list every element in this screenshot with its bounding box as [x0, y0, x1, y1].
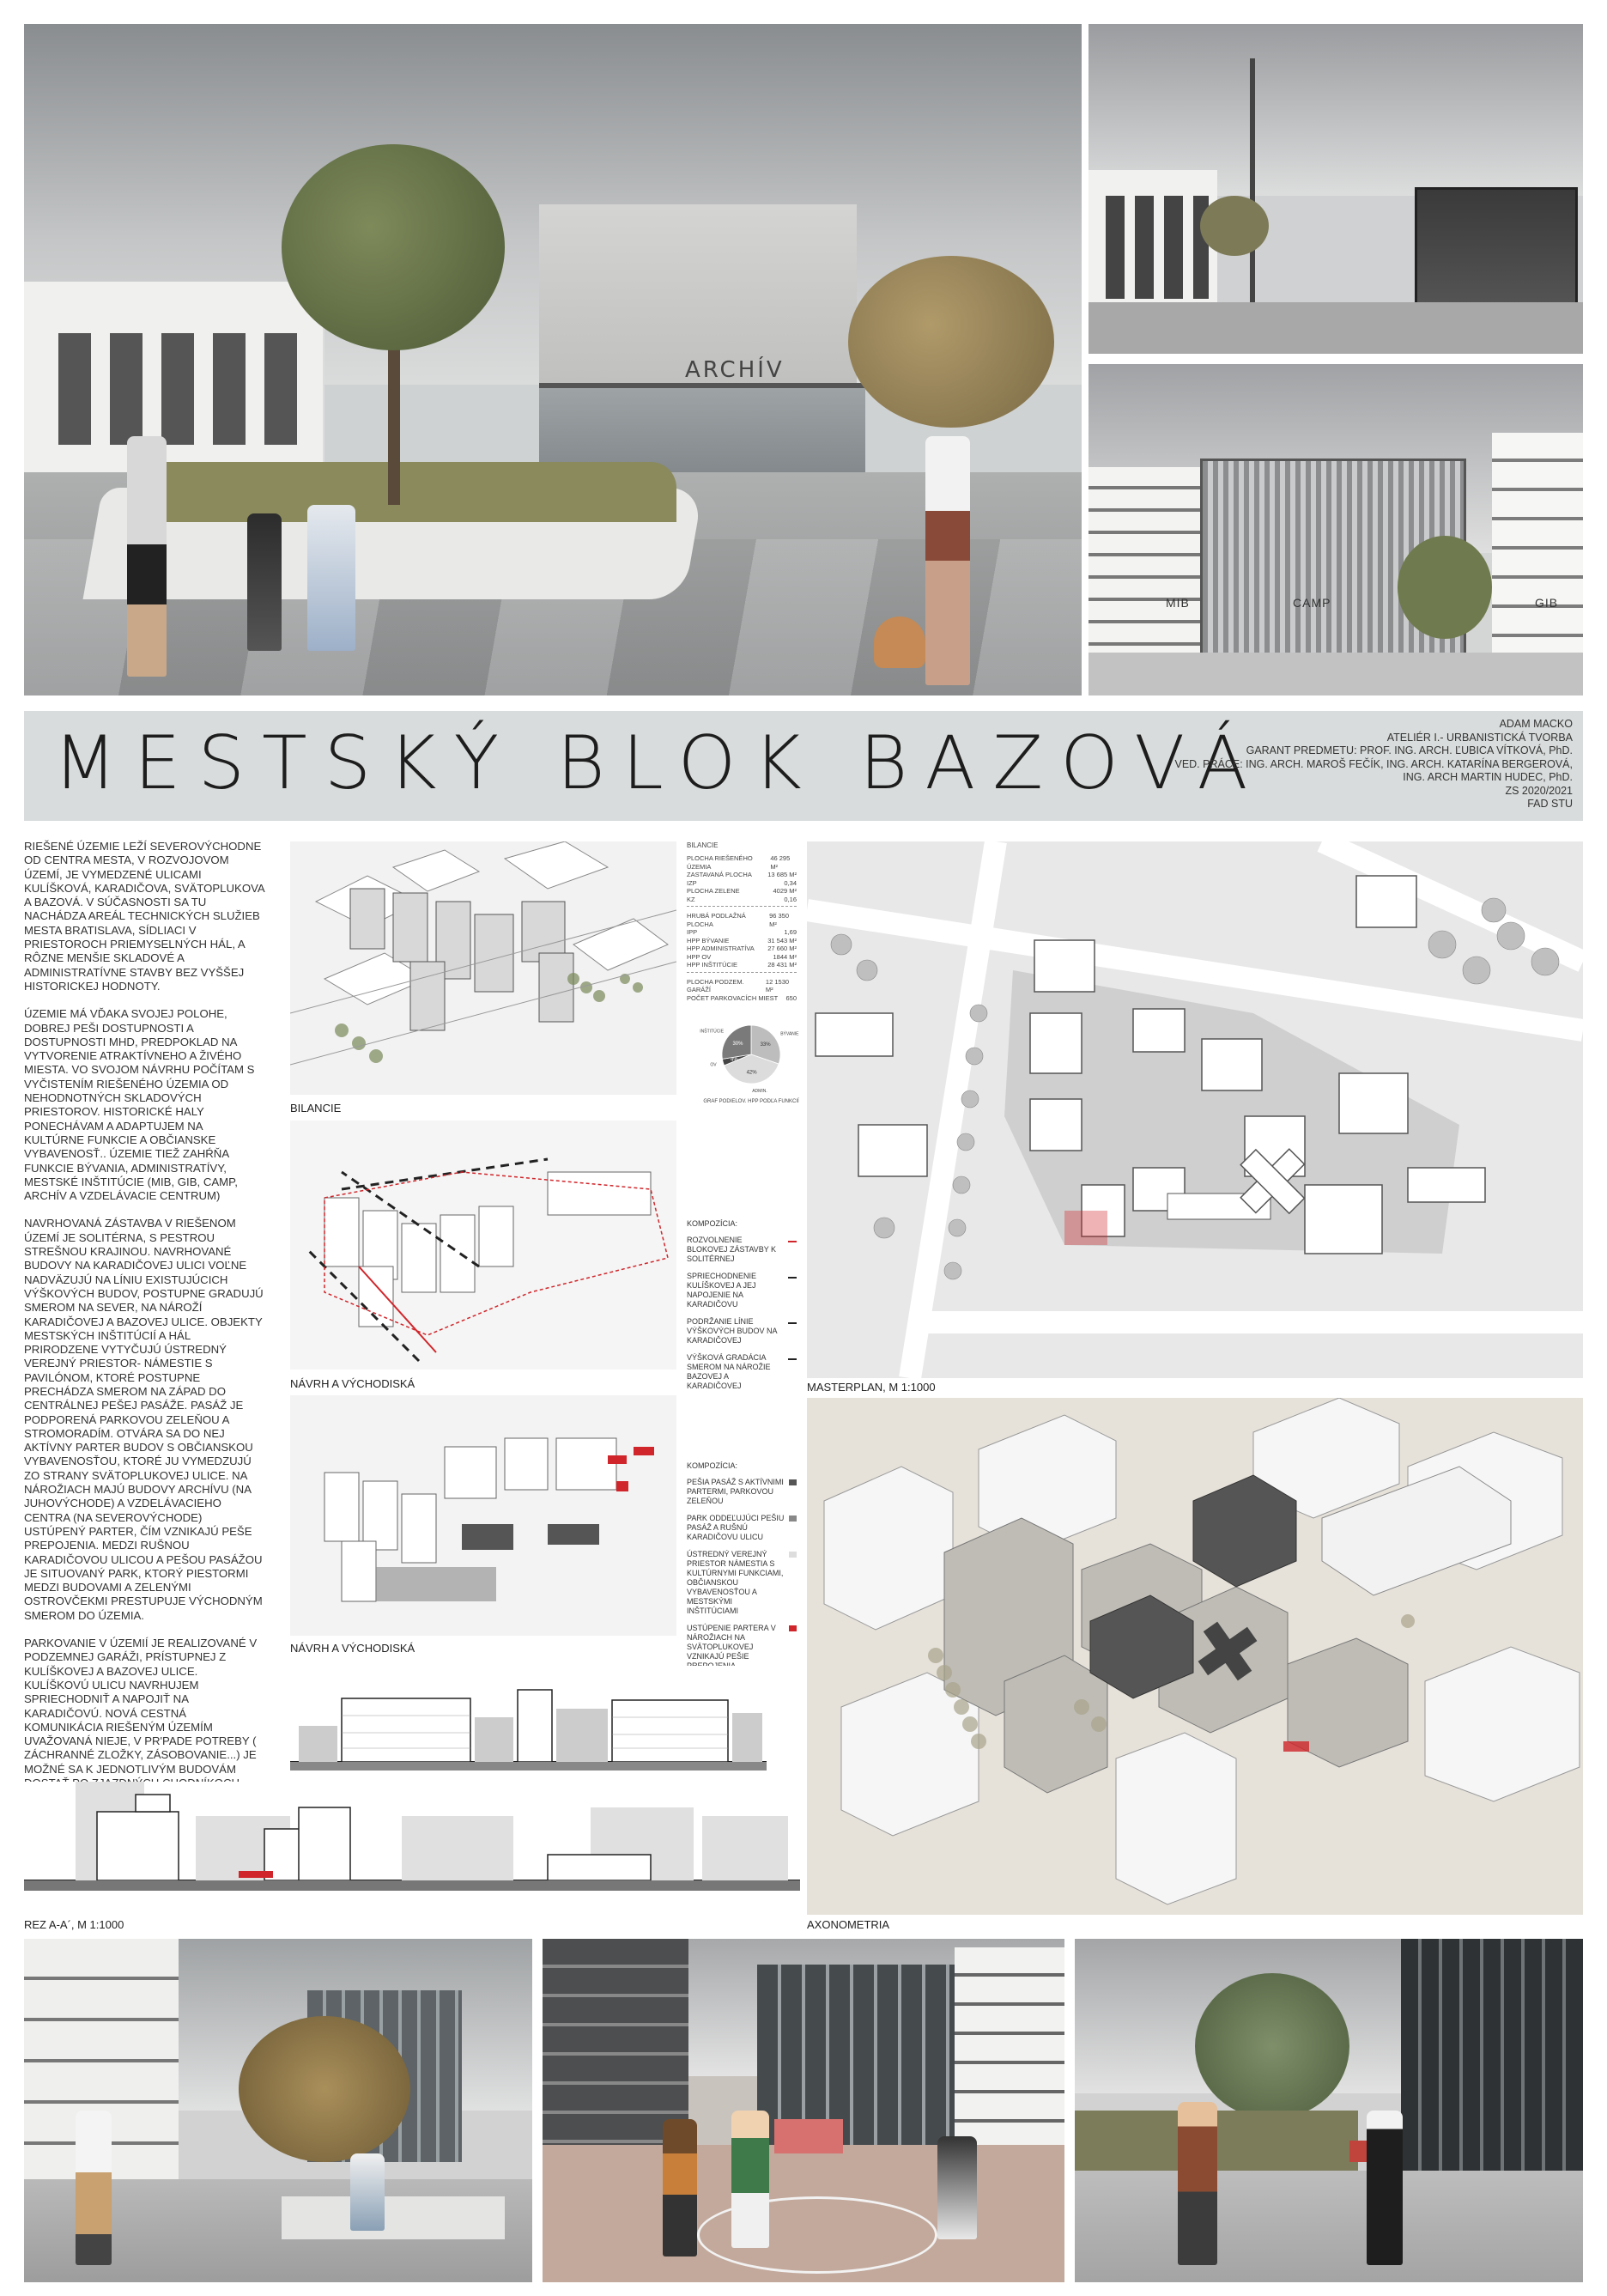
bilancie-row-value: 0,34 [784, 878, 797, 887]
axonometry-svg [807, 1398, 1583, 1915]
tree [239, 2016, 410, 2162]
bilancie-separator [687, 906, 797, 907]
red-stand [774, 2119, 843, 2153]
bilancie-row-value: 12 1530 M² [765, 977, 790, 993]
bilancie-row-label: HPP OV [687, 952, 712, 961]
navrh-1-svg [290, 1121, 676, 1370]
bilancie-row [687, 994, 797, 1003]
navrh-diagram-1 [290, 1121, 676, 1370]
bilancie-row-value: 13 685 M² [767, 871, 797, 878]
person-sitting-woman-1 [247, 513, 282, 651]
bilancie-row-value: 28 431 M² [767, 961, 797, 969]
composition-2-item-2-text: PARK ODDEĽUJÚCI PEŠIU PASÁŽ A RUŠNÚ KARADIČOVU ULICU [687, 1514, 785, 1541]
composition-2-item-3 [687, 1550, 797, 1616]
masterplan [807, 841, 1583, 1378]
pie-slice-value: 33% [760, 1042, 771, 1048]
label-axonometry: AXONOMETRIA [807, 1918, 890, 1931]
sign-camp: CAMP [1293, 596, 1331, 610]
section-aa-svg [24, 1782, 800, 1915]
bilancie-row-value: 4029 M² [773, 887, 797, 895]
label-bilancie: BILANCIE [290, 1102, 342, 1115]
pie-slice-label: INŠTITÚCIE [700, 1029, 725, 1035]
person-player-1 [663, 2119, 697, 2257]
composition-1-item-3 [687, 1317, 797, 1345]
credit-school: FAD STU [1527, 798, 1573, 810]
dark-gray-swatch [789, 1479, 797, 1485]
bench-block [282, 2196, 505, 2239]
bilancie-separator [687, 972, 797, 973]
hero-planter-grass [127, 462, 676, 522]
tree [1200, 196, 1269, 256]
dashed-arrow-swatch [788, 1322, 797, 1324]
composition-1-item-2 [687, 1272, 797, 1309]
person-man-walking [1178, 2102, 1217, 2265]
pie-chart-title: GRAF PODIELOV. HPP PODĽA FUNKCIÍ [703, 1099, 799, 1104]
composition-2-item-4-text: USTÚPENIE PARTERA V NÁROŽIACH NA SVÄTOPLUKOVEJ VZNIKAJÚ PEŠIE [687, 1624, 776, 1661]
label-section-aa: REZ A-A´, M 1:1000 [24, 1918, 124, 1931]
dog [874, 617, 925, 668]
red-swatch [789, 1625, 797, 1631]
description-paragraph-3: NAVRHOVANÁ ZÁSTAVBA V RIEŠENOM ÚZEMÍ JE SOLITÉRNA, S PESTROU STREŠNOU KRAJINOU. NAVRHOVANÉ BUDOVY NA KARADIČOVEJ ULICI VOĽNE NADVÄZUJÚ NA LÍNIU EXISTUJÚCICH VÝŠKOVÝCH BUDOV, POSTUPNE GRADUJÚ SMEROM NA SEVER, NA NÁROŽÍ KARADIČOVEJ A BAZOVEJ ULICE. OBJEKTY MESTSKÝCH INŠTITÚCIÍ A HÁL PRIRODZENE VYTYČUJÚ ÚSTREDNÝ VEREJNÝ PRIESTOR- NÁMESTIE S PAVILÓNOM, KTORÉ POSTUPNE PRECHÁDZA SMEROM NA ZÁPAD DO CENTRÁLNEJ PEŠEJ PASÁŽE. PASÁŽ JE PODPORENÁ PARKOVOU ZELEŇOU A STROMORADÍM. OTVÁRA SA DO NEJ AKTÍVNY PARTER BUDOV S OBČIANSKOU VYBAVENOSŤOU, KTORÉ JU VYMEDZUJÚ ZO STRANY SVÄTOPLUKOVEJ ULICE. NA NÁROŽIACH MAJÚ BUDOVY ARCHÍVU (NA JUHOVÝCHODE) A VZDELÁVACIEHO CENTRA (NA SEVEROVÝCHODE) USTÚPENÝ PARTER, ČÍM VZNIKAJÚ PEŠE PREPOJENIA. MEDZI RUŠNOU KARADIČOVOU ULICOU A PEŠOU PASÁŽOU JE SITUOVANÝ PARK, KTORÝ PIESTORMI MEDZI BUDOVAMI A ZELENÝMI OSTROVČEKMI PRESTUPUJE VÝCHODNÝM SMEROM DO ÚZEMIA. [24, 1217, 264, 1622]
render-basketball-court [543, 1939, 1064, 2282]
bilancie-row-label: POČET PARKOVACÍCH MIEST [687, 993, 779, 1002]
credit-supervisor-2: ING. ARCH MARTIN HUDEC, PhD. [1403, 771, 1573, 783]
right-block [955, 1947, 1064, 2153]
composition-2-item-3-text: ÚSTREDNÝ VEREJNÝ PRIESTOR NÁMESTIA S KULTÚRNYMI FUNKCIAMI, OBČIANSKOU VYBAVENOSŤOU A MESTSKÝMI INŠTITÚCIAMI [687, 1550, 784, 1615]
credit-guarantor: GARANT PREDMETU: PROF. ING. ARCH. ĽUBICA VÍTKOVÁ, PhD. [1246, 744, 1573, 756]
bilancie-table [687, 841, 797, 1002]
hero-tree [282, 144, 505, 350]
label-masterplan: MASTERPLAN, M 1:1000 [807, 1381, 936, 1394]
person-nun [1367, 2111, 1403, 2265]
bilancie-row-label: PLOCHA ZELENE [687, 887, 740, 895]
bilancie-row [687, 953, 797, 962]
bilancie-rows [687, 854, 797, 1002]
credits-block [1174, 718, 1573, 811]
bilancie-axonometric-diagram [290, 841, 676, 1095]
bilancie-row [687, 896, 797, 904]
composition-legend-2 [687, 1461, 797, 1679]
navrh-2-svg [290, 1395, 676, 1636]
hero-left-hall-windows [58, 333, 299, 445]
gray-swatch [789, 1515, 797, 1522]
pie-slice-label: BÝVANIE [780, 1031, 799, 1037]
light-swatch [789, 1552, 797, 1558]
person-man-sitting [350, 2153, 385, 2231]
person-sitting-woman-2 [307, 505, 355, 651]
bilancie-row-value: 1,69 [784, 928, 797, 936]
composition-1-item-4 [687, 1353, 797, 1391]
composition-2-item-1 [687, 1478, 797, 1506]
bilancie-row-value: 650 [785, 993, 797, 1002]
section-aa [24, 1782, 800, 1915]
pie-slice-value: 4% [731, 1057, 738, 1063]
bilancie-row [687, 887, 797, 896]
composition-legend-1 [687, 1219, 797, 1399]
bilancie-row [687, 961, 797, 969]
bilancie-row [687, 871, 797, 879]
person-dancer [937, 2136, 977, 2239]
credit-author: ADAM MACKO [1499, 718, 1573, 730]
bilancie-row-value: 1844 M² [773, 952, 797, 961]
composition-2-item-1-text: PEŠIA PASÁŽ S AKTÍVNIMI PARTERMI, PARKOVOU ZELEŇOU [687, 1478, 784, 1505]
description-paragraph-1: RIEŠENÉ ÚZEMIE LEŽÍ SEVEROVÝCHODNE OD CENTRA MESTA, V ROZVOJOVOM ÚZEMÍ, JE VYMEDZENÉ ULICAMI KULÍŠKOVÁ, KARADIČOVA, SVÄTOPLUKOVA A BAZOVÁ. V SÚČASNOSTI SA TU NACHÁDZA AREÁL TECHNICKÝCH SLUŽIEB MESTA BRATISLAVA, SÍDLIACI V PRIESTOROCH PRIEMYSELNÝCH HÁL, A RÔZNE MENŠIE SKLADOVÉ A ADMINISTRATÍVNE STAVBY BEZ VYŠŠEJ HISTORICKEJ HODNOTY. [24, 840, 264, 993]
pavement [1075, 2171, 1583, 2282]
credit-supervisors: VED. PRÁCE: ING. ARCH. MAROŠ FEČÍK, ING. ARCH. KATARÍNA BERGEROVÁ, [1174, 757, 1573, 770]
title-band [24, 711, 1583, 821]
credit-semester: ZS 2020/2021 [1505, 784, 1573, 797]
pie-slice-value: 30% [732, 1041, 743, 1047]
gib-building [1492, 433, 1583, 665]
description-text [24, 840, 264, 1804]
bilancie-row-label: ZASTAVANÁ PLOCHA [687, 871, 752, 878]
tree [1398, 536, 1492, 639]
label-navrh-2: NÁVRH A VÝCHODISKÁ [290, 1642, 415, 1655]
axonometry [807, 1398, 1583, 1915]
pie-slice-value: 42% [746, 1070, 757, 1076]
section-bb-svg [290, 1666, 767, 1786]
bilancie-row [687, 854, 797, 871]
bilancie-row-label: KZ [687, 895, 695, 903]
description-paragraph-4: PARKOVANIE V ÚZEMIÍ JE REALIZOVANÉ V PODZEMNEJ GARÁŽI, PRÍSTUPNEJ Z KULÍŠKOVEJ A BAZOVEJ ULICE. KULÍŠKOVÚ ULICU NAVRHUJEM SPRIECHODNIŤ A NAPOJIŤ NA KARADIČOVÚ. NOVÁ CESTNÁ KOMUNIKÁCIA RIEŠENÝM ÚZEMÍM UVAŽOVANÁ NIEJE, V PR'PADE POTREBY ( ZÁCHRANNÉ ZLOŽKY, ZÁSOBOVANIE...) JE MOŽNÉ SA K JEDNOTLIVÝM BUDOVÁM [24, 1637, 258, 1776]
bilancie-row-value: 96 350 M² [769, 912, 790, 928]
person-woman-with-dog [925, 436, 970, 685]
render-park-promenade [1075, 1939, 1583, 2282]
credit-studio: ATELIÉR I.- URBANISTICKÁ TVORBA [1386, 731, 1573, 744]
sign-gib: GIB [1535, 596, 1559, 610]
archive-sign: ARCHÍV [685, 357, 785, 383]
section-bb [290, 1666, 767, 1786]
street [1089, 302, 1583, 354]
pie-slice-label: ADMIN. [752, 1088, 767, 1094]
person-woman-walking [76, 2111, 112, 2265]
bilancie-row [687, 912, 797, 928]
bilancie-row-label: HRUBÁ PODLAŽNÁ PLOCHA [687, 912, 746, 928]
description-paragraph-2: ÚZEMIE MÁ VĎAKA SVOJEJ POLOHE, DOBREJ PEŠI DOSTUPNOSTI A DOSTUPNOSTI MHD, PREDPOKLAD NA VYTVORENIE ATRAKTÍVNEHO A ŽIVÉHO MIESTA. VO SVOJOM NÁVRHU POČÍTAM S VYČISTENÍM RIEŠENÉHO ÚZEMIA OD NEHODNOTNÝCH SKLADOVÝCH PRIESTOROV. HISTORICKÉ HALY PONECHÁVAM A ADAPTUJEM NA KULTÚRNE FUNKCIE A OBČIANSKE VYBAVENOSŤ.. ÚZEMIE TIEŽ ZAHŔŇA FUNKCIE BÝVANIA, ADMINISTRATÍVY, MESTSKÉ INŠTITÚCIE (MIB, GIB, CAMP, ARCHÍV A VZDELÁVACIE CENTRUM) [24, 1007, 255, 1203]
render-street-pavilion [1089, 24, 1583, 354]
bilancie-row-label: HPP BÝVANIE [687, 936, 730, 945]
pie-slice-label: OV [710, 1062, 717, 1068]
bilancie-row-label: IPP [687, 928, 698, 936]
bilancie-row-label: IZP [687, 878, 697, 887]
pie-chart-svg [695, 1013, 807, 1095]
render-passage [24, 1939, 532, 2282]
hero-render-archive-square [24, 24, 1082, 695]
bilancie-row-value: 27 660 M² [767, 945, 797, 952]
bilancie-row [687, 978, 797, 994]
mib-building [1089, 467, 1217, 665]
function-share-pie [695, 1013, 807, 1108]
bilancie-row-label: PLOCHA RIEŠENÉHO ÚZEMIA [687, 854, 753, 871]
left-hall-windows [1106, 196, 1209, 299]
bilancie-row [687, 928, 797, 937]
composition-2-heading: KOMPOZÍCIA: [687, 1461, 738, 1470]
bilancie-row-label: HPP ADMINISTRATÍVA [687, 945, 755, 952]
bilancie-row-value: 31 543 M² [767, 936, 797, 945]
person-standing-man [127, 436, 167, 677]
tree [1195, 1973, 1349, 2119]
composition-1-item-4-text: VÝŠKOVÁ GRADÁCIA SMEROM NA NÁROŽIE BAZOVEJ A KARADIČOVEJ [687, 1353, 771, 1390]
bilancie-row [687, 937, 797, 945]
composition-2-item-2 [687, 1514, 797, 1542]
composition-1-item-3-text: PODRŽANIE LÍNIE VÝŠKOVÝCH BUDOV NA KARADIČOVEJ [687, 1317, 778, 1345]
bilancie-axo-svg [290, 841, 676, 1095]
flagpole [1250, 58, 1255, 333]
composition-1-item-1-text: ROZVOLNENIE BLOKOVEJ ZÁSTAVBY K SOLITÉRNEJ [687, 1236, 777, 1263]
bilancie-row [687, 879, 797, 888]
arrow-swatch [788, 1358, 797, 1360]
glass-pavilion [1415, 187, 1578, 316]
bilancie-row-label: HPP INŠTITÚCIE [687, 961, 738, 969]
hero-right-tree [848, 256, 1054, 428]
bilancie-heading: BILANCIE [687, 841, 719, 849]
sign-mib: MIB [1166, 596, 1190, 610]
person-player-2 [731, 2111, 769, 2248]
render-institutions-square [1089, 364, 1583, 695]
plaza [1089, 653, 1583, 695]
navrh-diagram-2 [290, 1395, 676, 1636]
label-navrh-1: NÁVRH A VÝCHODISKÁ [290, 1377, 415, 1390]
dashed-arrow-swatch [788, 1277, 797, 1279]
page-title: MESTSKÝ BLOK BAZOVÁ [53, 720, 1265, 806]
bilancie-row-label: PLOCHA PODZEM. GARÁŽÍ [687, 977, 744, 993]
bilancie-row-value: 46 295 M² [770, 854, 791, 871]
composition-1-item-2-text: SPRIECHODNENIE KULÍŠKOVEJ A JEJ NAPOJENIE NA KARADIČOVU [687, 1272, 757, 1309]
bilancie-row [687, 945, 797, 953]
masterplan-svg [807, 841, 1583, 1378]
composition-1-item-1 [687, 1236, 797, 1264]
bilancie-row-value: 0,16 [784, 895, 797, 903]
red-line-swatch [788, 1241, 797, 1242]
composition-1-heading: KOMPOZÍCIA: [687, 1219, 738, 1228]
composition-2-item-4 [687, 1624, 797, 1671]
